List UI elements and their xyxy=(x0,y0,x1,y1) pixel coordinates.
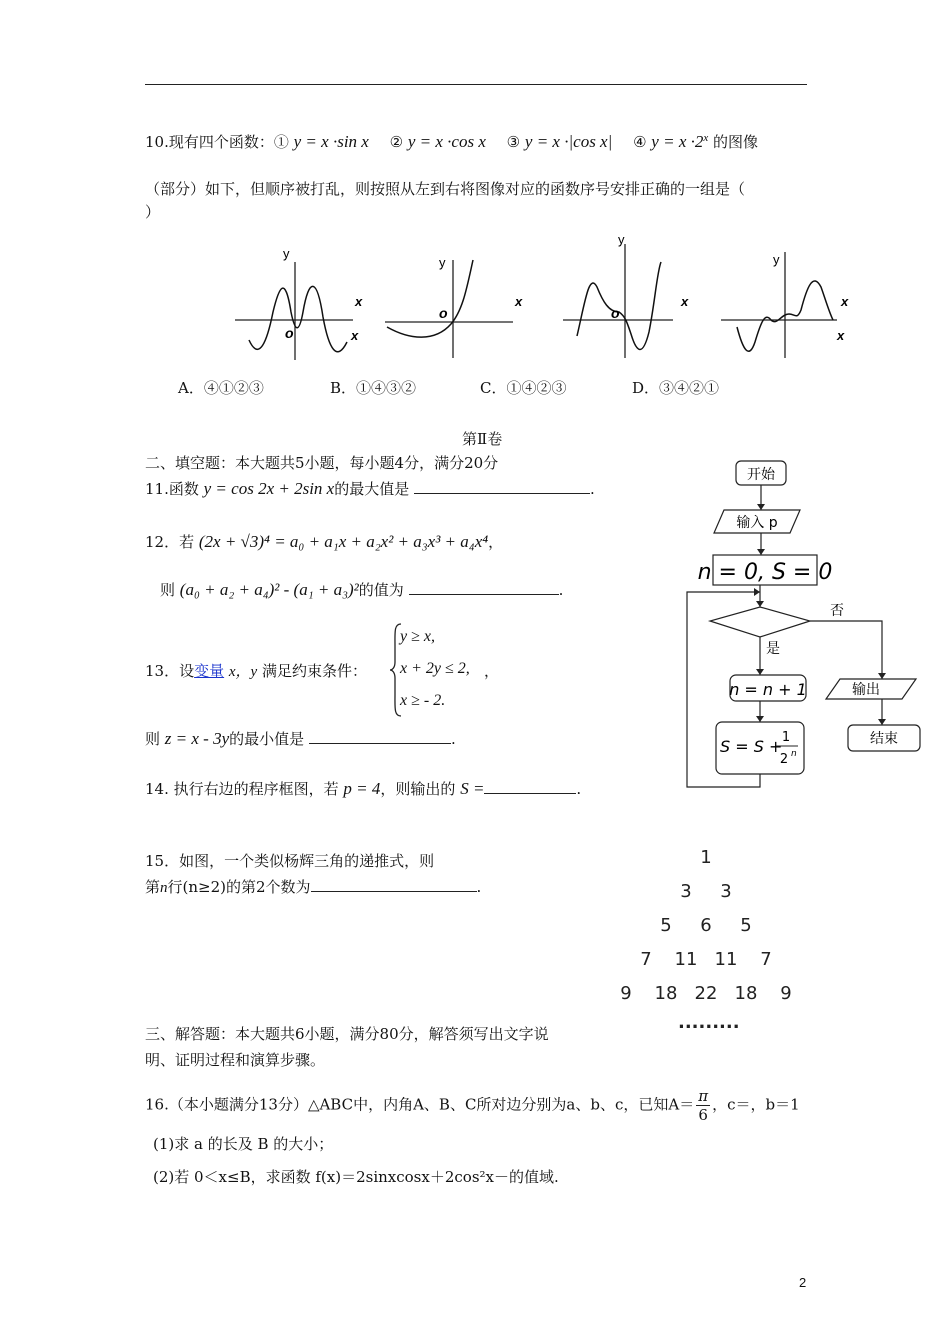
section2-title: 第Ⅱ卷 xyxy=(462,430,503,448)
q10-suffix: 的图像 xyxy=(713,133,759,151)
triangle-dots: ......... xyxy=(678,1012,740,1033)
q16-tail: ，c＝，b＝1 xyxy=(712,1095,800,1114)
triangle-cell: 7 xyxy=(760,949,772,970)
q13-formula: z = x - 3y xyxy=(164,729,230,748)
triangle-cell: 11 xyxy=(674,949,698,970)
q15-line2 xyxy=(145,876,481,897)
page-number: 2 xyxy=(799,1275,807,1290)
number-triangle xyxy=(610,845,810,1035)
flow-init-label: n = 0, S = 0 xyxy=(697,560,833,585)
q12-answer-blank xyxy=(409,580,559,595)
q13-then: 则 xyxy=(145,730,161,748)
q15-line2b: 行(n≥2)的第2个数为 xyxy=(167,878,311,896)
graph-4-x-label-2: x xyxy=(837,328,845,343)
q11-suffix: 的最大值是 xyxy=(334,480,410,498)
q15-line1: 15．如图，一个类似杨辉三角的递推式，则 xyxy=(145,852,435,870)
triangle-cell: 3 xyxy=(680,881,692,902)
flow-no-label: 否 xyxy=(830,603,844,619)
q14-answer-blank xyxy=(484,779,576,794)
q10-line3: ） xyxy=(145,203,161,221)
q10-line1 xyxy=(145,131,758,152)
graph-4-x-label: x xyxy=(841,294,849,309)
graph-1 xyxy=(235,246,363,360)
q10-option-d: D．③④②① xyxy=(632,379,720,397)
q11-formula: y = cos 2x + 2sin x xyxy=(203,479,335,498)
section2-header: 二、填空题：本大题共5小题，每小题4分，满分20分 xyxy=(145,454,499,472)
q10-m4: ④ xyxy=(633,133,647,151)
q13-vars: x，y xyxy=(228,664,258,680)
q10-option-a: A．④①②③ xyxy=(178,379,264,397)
q10-f3: y = x ·|cos x| xyxy=(524,132,613,151)
graph-4-y-label: y xyxy=(773,252,780,267)
flow-input-label: 输入 p xyxy=(736,515,778,531)
q13-ask: 的最小值是 xyxy=(229,730,305,748)
q13-answer-blank xyxy=(309,729,451,744)
q13-line2 xyxy=(145,728,456,749)
triangle-cell: 1 xyxy=(700,847,712,868)
graph-2-y-label: y xyxy=(439,255,446,270)
graph-4 xyxy=(721,252,849,358)
triangle-cell: 5 xyxy=(660,915,672,936)
header-rule xyxy=(145,84,807,85)
q13-constraint-2: x + 2y ≤ 2, xyxy=(400,660,470,677)
q16-frac-den: 6 xyxy=(698,1106,708,1124)
function-graphs xyxy=(225,232,865,367)
q12-formula: (2x + √3)⁴ = a₀ + a₁x + a₂x² + a₃x³ + a₄x⁴ xyxy=(198,532,489,551)
q13-prefix: 13．设 xyxy=(145,662,195,680)
graph-3-origin: o xyxy=(611,305,620,321)
q10-option-b: B．①④③② xyxy=(330,379,417,397)
flow-frac-exp: n xyxy=(791,749,797,759)
triangle-cell: 7 xyxy=(640,949,652,970)
q16-fraction xyxy=(696,1087,710,1124)
graph-2 xyxy=(385,255,523,358)
flow-output-label: 输出 xyxy=(852,682,880,698)
triangle-cell: 22 xyxy=(694,983,718,1004)
q12-end: . xyxy=(558,581,564,599)
graph-1-origin: o xyxy=(285,325,294,341)
triangle-cell: 5 xyxy=(740,915,752,936)
flow-frac-den: 2 xyxy=(779,752,789,767)
q16-part1: (1)求 a 的长及 B 的大小； xyxy=(153,1135,334,1153)
flow-yes-label: 是 xyxy=(766,641,780,657)
graph-3-x-label: x xyxy=(681,294,689,309)
q11 xyxy=(145,478,595,499)
q10-f1: y = x ·sin x xyxy=(293,132,369,151)
q14-end: . xyxy=(576,780,582,798)
triangle-cell: 3 xyxy=(720,881,732,902)
flow-frac-num: 1 xyxy=(781,730,791,745)
graph-1-x-label-2: x xyxy=(351,328,359,343)
section3-line1: 三、解答题：本大题共6小题，满分80分，解答须写出文字说 xyxy=(145,1025,549,1043)
q12-prefix: 12．若 xyxy=(145,533,195,551)
flow-end-label: 结束 xyxy=(870,731,898,747)
flow-step-n-label: n = n + 1 xyxy=(729,680,807,699)
triangle-cell: 18 xyxy=(734,983,758,1004)
q16-main: 16.（本小题满分13分）△ABC中，内角A、B、C所对边分别为a、b、c，已知A＝ xyxy=(145,1095,695,1114)
q14-cond: p = 4 xyxy=(343,779,381,798)
q15-n: n xyxy=(160,880,168,896)
q13-line1 xyxy=(145,660,367,681)
q15-answer-blank xyxy=(311,877,477,892)
q10-f4-exp: x xyxy=(703,132,709,144)
q10-line2: （部分）如下，但顺序被打乱，则按照从左到右将图像对应的函数序号安排正确的一组是（ xyxy=(145,180,746,198)
q13-variable-link[interactable]: 变量 xyxy=(194,662,225,680)
triangle-cell: 18 xyxy=(654,983,678,1004)
q10-f2: y = x ·cos x xyxy=(407,132,486,151)
q11-answer-blank xyxy=(414,479,590,494)
flow-decision xyxy=(710,607,810,637)
q11-prefix: 11.函数 xyxy=(145,480,199,498)
q16-frac-num: π xyxy=(698,1087,709,1105)
flow-start-label: 开始 xyxy=(747,467,775,483)
graph-3 xyxy=(563,232,689,358)
flowchart xyxy=(680,455,930,800)
q14 xyxy=(145,778,581,799)
q12-line1 xyxy=(145,531,503,552)
q15-line2a: 第 xyxy=(145,878,161,896)
graph-1-x-label: x xyxy=(355,294,363,309)
q14-mid: ，则输出的 xyxy=(380,780,456,798)
q12-comma: ， xyxy=(488,533,504,551)
q13-suffix: 满足约束条件： xyxy=(262,662,368,680)
q12-line2 xyxy=(160,579,563,600)
flow-step-s-label: S = S + xyxy=(720,737,783,756)
q13-constraint-1: y ≥ x, xyxy=(400,628,435,645)
q15-end: . xyxy=(476,878,482,896)
q16-part2: (2)若 0＜x≤B，求函数 f(x)＝2sinxcosx＋2cos²x－的值域. xyxy=(153,1168,559,1186)
q16-line1 xyxy=(145,1087,800,1124)
q10-m2: ② xyxy=(389,133,404,151)
q13-comma: ， xyxy=(484,662,500,680)
q12-then: 则 xyxy=(160,581,176,599)
q10-m3: ③ xyxy=(506,133,521,151)
q11-end: . xyxy=(590,480,595,498)
graph-1-y-label: y xyxy=(283,246,290,261)
q14-s: S = xyxy=(460,779,485,798)
q13-constraint-3: x ≥ - 2. xyxy=(400,692,446,709)
q10-prefix: 10.现有四个函数：① xyxy=(145,133,289,151)
q13-end: . xyxy=(450,730,456,748)
q10-option-c: C．①④②③ xyxy=(480,379,567,397)
q14-prefix: 14. 执行右边的程序框图，若 xyxy=(145,780,339,798)
graph-2-origin: o xyxy=(439,305,448,321)
section3-line2: 明、证明过程和演算步骤。 xyxy=(145,1051,326,1069)
triangle-cell: 6 xyxy=(700,915,712,936)
q12-suffix: 的值为 xyxy=(358,581,404,599)
triangle-cell: 9 xyxy=(620,983,632,1004)
graph-2-x-label: x xyxy=(515,294,523,309)
graph-3-y-label: y xyxy=(618,232,625,247)
q10-f4: y = x ·2 xyxy=(651,132,704,151)
triangle-cell: 9 xyxy=(780,983,792,1004)
q12-formula2: (a₀ + a₂ + a₄)² - (a₁ + a₃)² xyxy=(179,580,359,599)
triangle-cell: 11 xyxy=(714,949,738,970)
